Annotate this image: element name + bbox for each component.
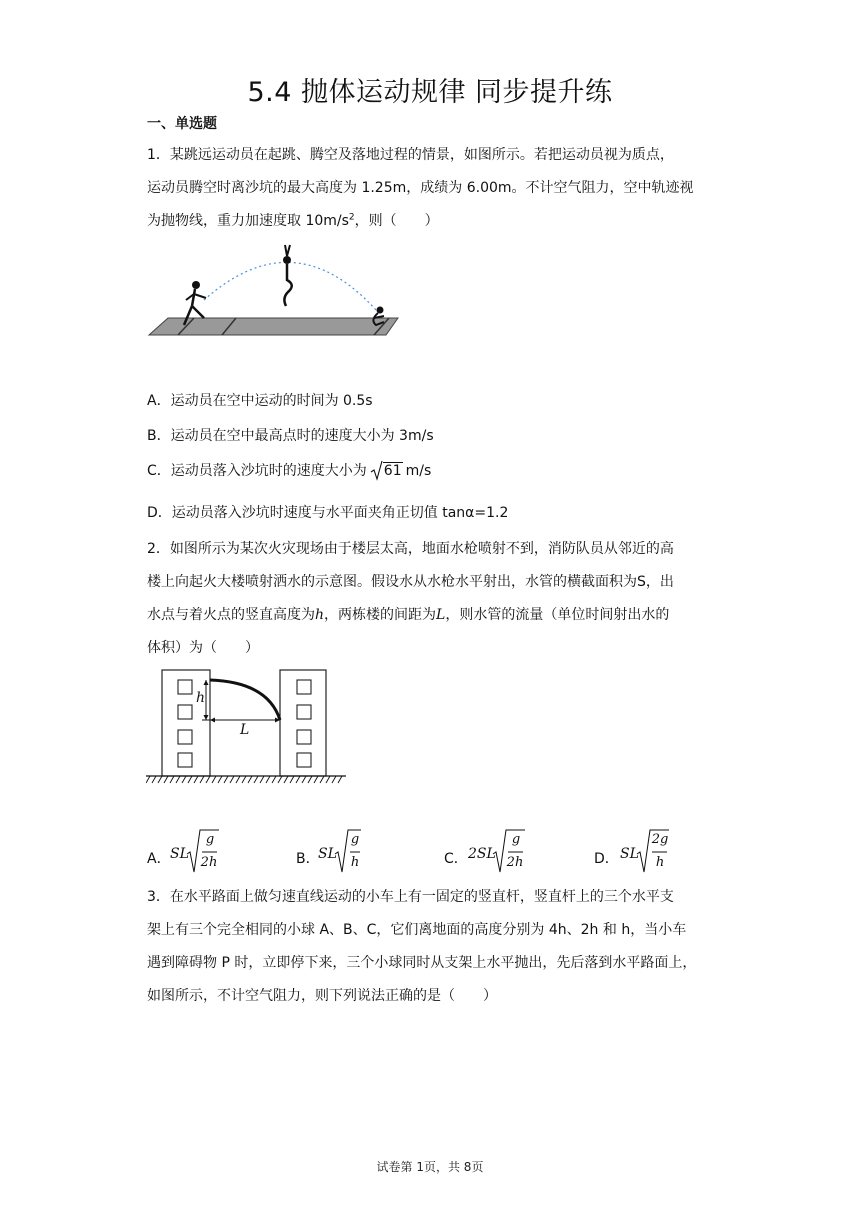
q2-option-d-label: D． (594, 851, 619, 867)
q1-option-b: B．运动员在空中最高点时的速度大小为 3m/s (147, 428, 434, 444)
figure-label-h: h (196, 690, 206, 706)
q3-line-3: 遇到障碍物 P 时，立即停下来，三个小球同时从支架上水平抛出，先后落到水平路面上， (147, 955, 697, 971)
q2-option-c-num: g (511, 832, 521, 847)
q2-option-c-den: 2h (506, 855, 524, 870)
q2-option-c-label: C． (444, 851, 468, 867)
q3-line-2: 架上有三个完全相同的小球 A、B、C，它们离地面的高度分别为 4h、2h 和 h，当小车 (147, 922, 687, 938)
radical-sign (370, 460, 383, 482)
q2-option-b-num: g (350, 832, 360, 847)
sqrt-expression: 61 (370, 463, 403, 479)
q2-line-2: 楼上向起火大楼喷射洒水的示意图。假设水从水枪水平射出，水管的横截面积为S，出 (147, 574, 674, 590)
q2-line-1: 2．如图所示为某次火灾现场由于楼层太高，地面水枪喷射不到，消防队员从邻近的高 (147, 541, 674, 557)
q3-line-1: 3．在水平路面上做匀速直线运动的小车上有一固定的竖直杆，竖直杆上的三个水平支 (147, 889, 674, 905)
q2-option-d-den: h (655, 855, 665, 870)
q1-option-a: A．运动员在空中运动的时间为 0.5s (147, 393, 373, 409)
figure-label-l: L (240, 722, 250, 738)
q2-option-a-num: g (205, 832, 215, 847)
q2-option-b-label: B． (296, 851, 320, 867)
q2-line-4: 体积）为（ ） (147, 640, 259, 656)
q2-option-a-coef: SL (170, 846, 189, 862)
q1-line-1: 1．某跳远运动员在起跳、腾空及落地过程的情景，如图所示。若把运动员视为质点， (147, 147, 674, 163)
q1-line-3: 为抛物线，重力加速度取 $10m/s^2$，则（ ） (147, 212, 439, 229)
page-title: 5.4 抛体运动规律 同步提升练 (247, 77, 613, 108)
q2-line-3: 水点与着火点的竖直高度为h，两栋楼的间距为L，则水管的流量（单位时间射出水的 (147, 607, 670, 623)
q2-option-a-label: A． (147, 851, 171, 867)
q2-option-b-den: h (350, 855, 360, 870)
q1-option-c: C．运动员落入沙坑时的速度大小为 61 m/s (147, 460, 431, 480)
page-footer: 试卷第 1页，共 8页 (376, 1160, 484, 1174)
long-jump-figure (146, 240, 406, 340)
q2-option-b-coef: SL (318, 846, 337, 862)
q2-option-d-num: 2g (651, 832, 669, 847)
q1-option-d: D．运动员落入沙坑时速度与水平面夹角正切值 tanα=1.2 (147, 505, 509, 521)
q1-line-2: 运动员腾空时离沙坑的最大高度为 1.25m，成绩为 6.00m。不计空气阻力，空中轨迹视 (147, 180, 694, 196)
q3-line-4: 如图所示，不计空气阻力，则下列说法正确的是（ ） (147, 988, 497, 1004)
q2-option-d-coef: SL (620, 846, 639, 862)
section-heading: 一、单选题 (147, 116, 217, 132)
q2-option-c-coef: 2SL (468, 846, 496, 862)
q2-option-a-den: 2h (200, 855, 218, 870)
